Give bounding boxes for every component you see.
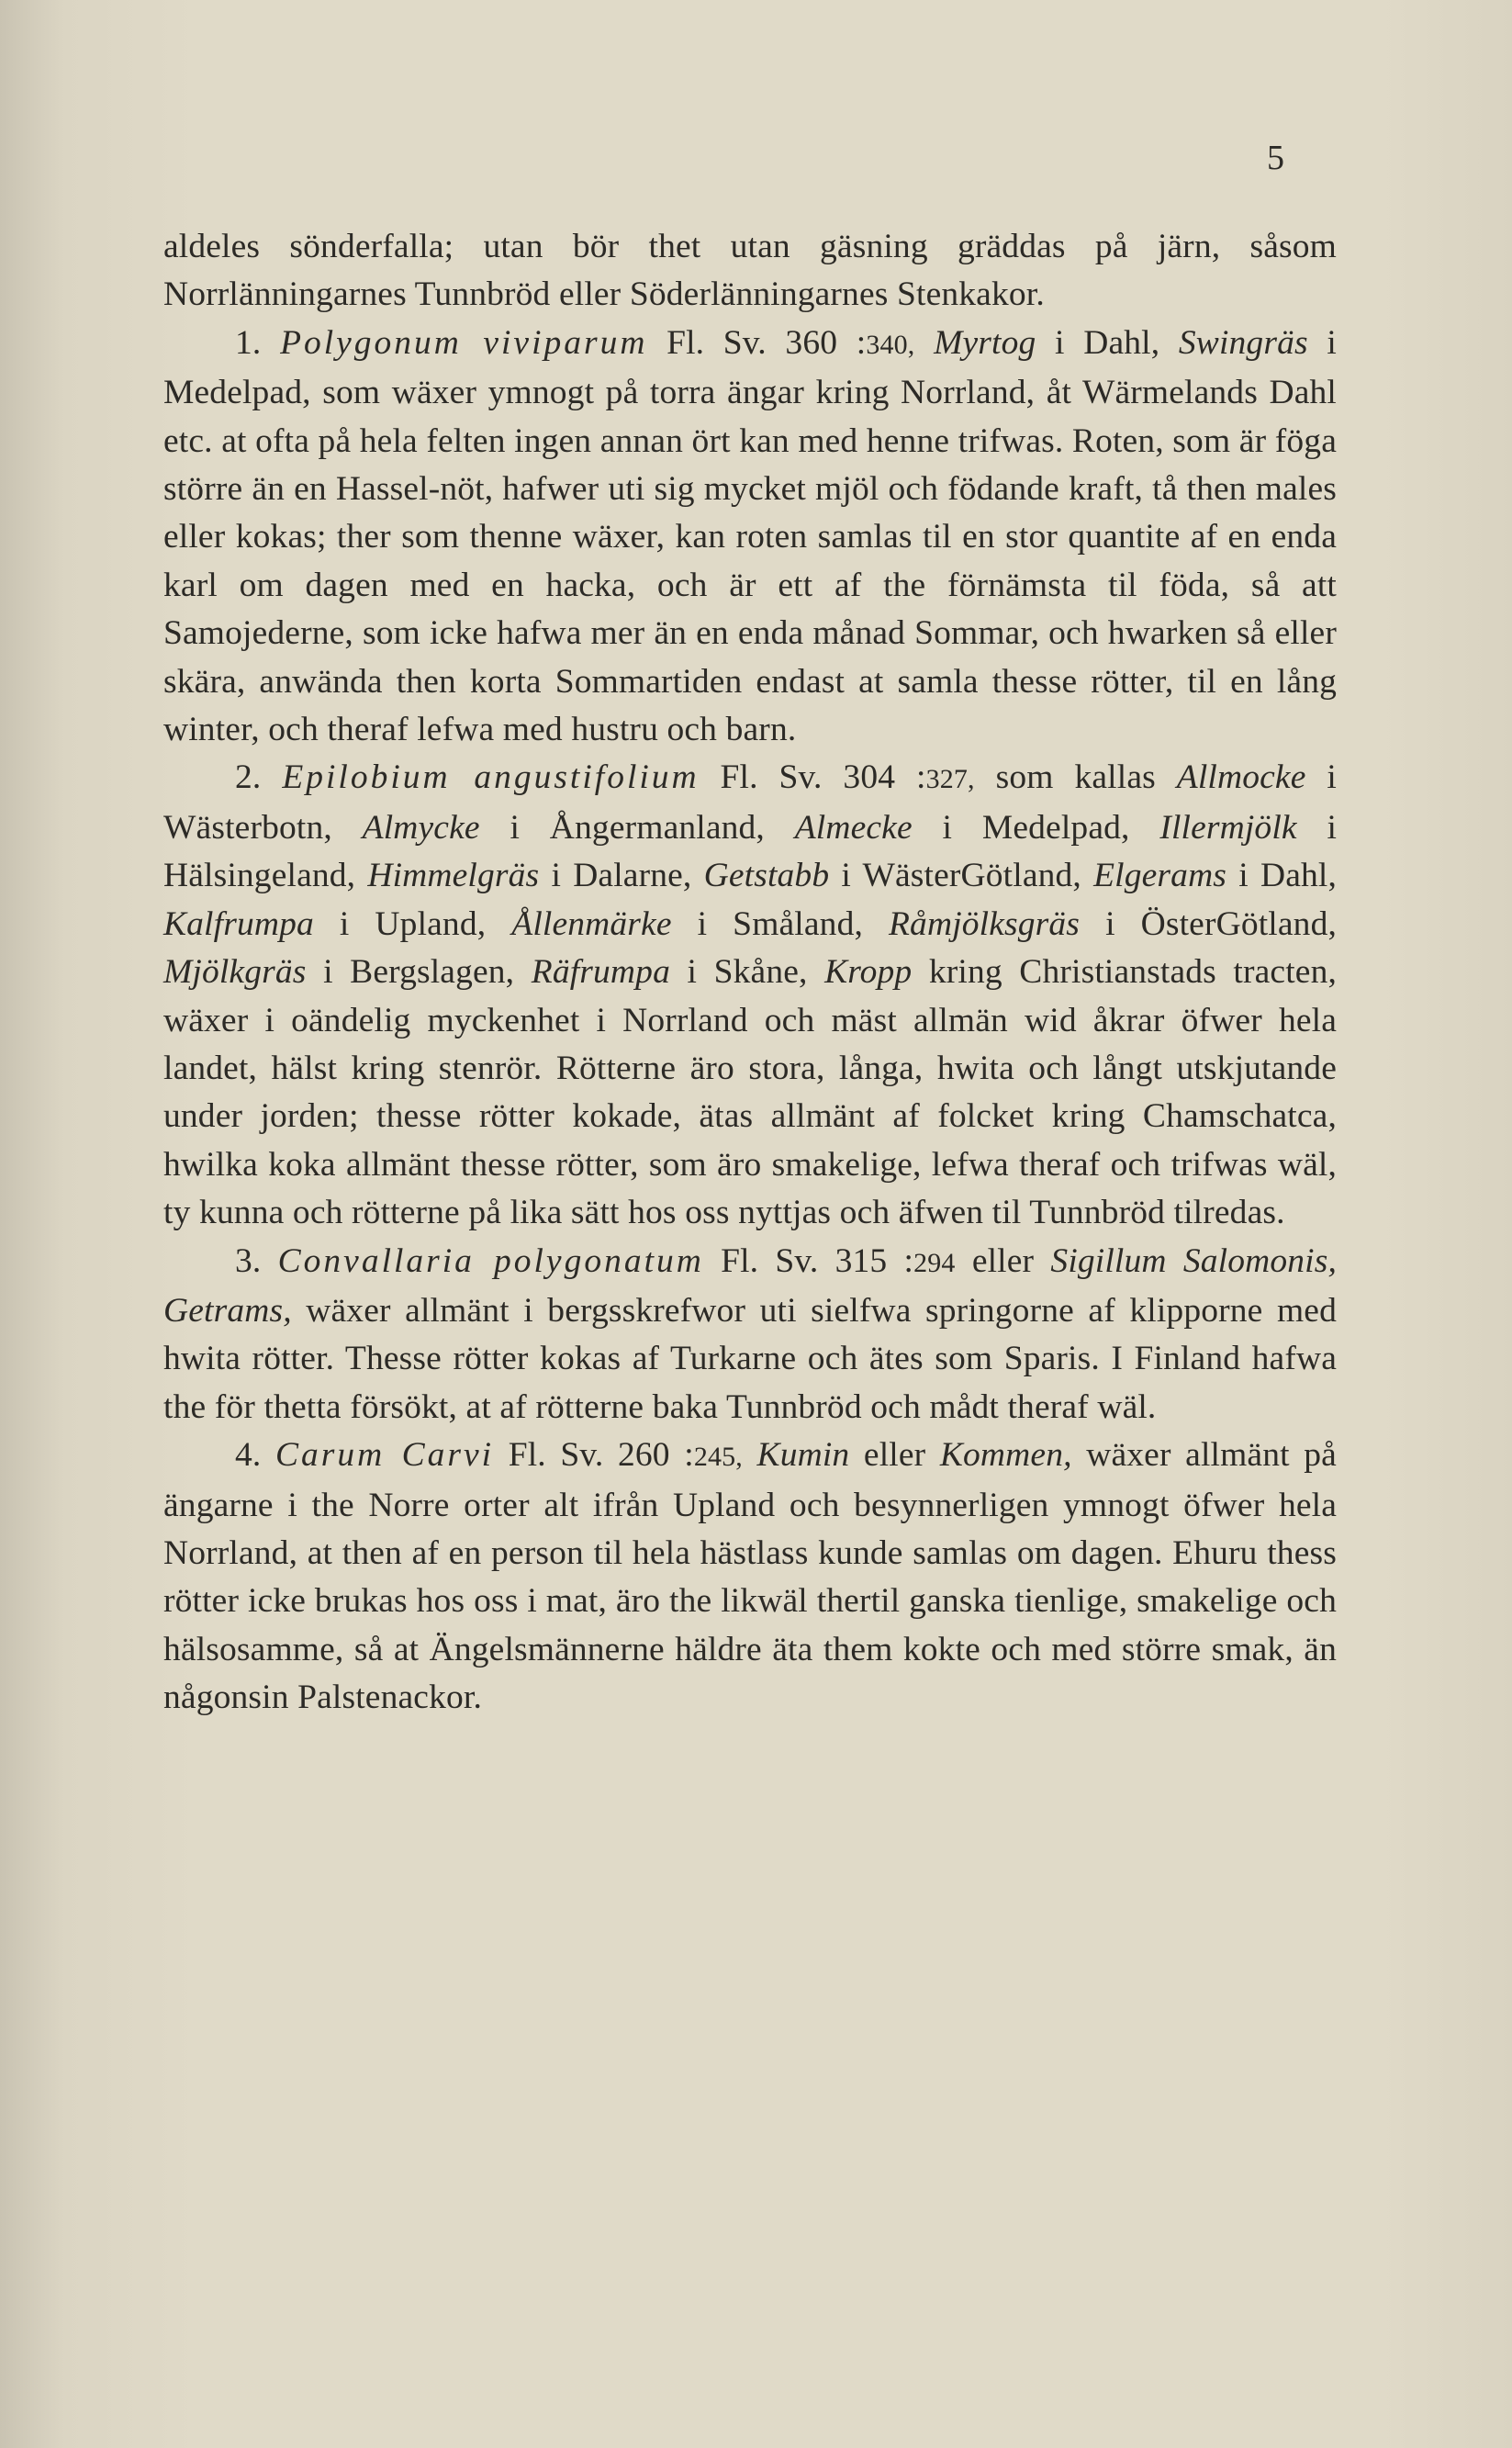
vernacular-name: Swingräs xyxy=(1178,323,1308,362)
vernacular-name: Myrtog xyxy=(934,323,1036,362)
item-number: 4. xyxy=(235,1436,262,1475)
species-name: Polygonum viviparum xyxy=(280,323,648,362)
paragraph-3 xyxy=(163,1238,1337,1432)
vernacular-name: Kropp xyxy=(824,953,913,992)
vernacular-name: Illermjölk xyxy=(1159,808,1297,847)
vernacular-name: Räfrumpa xyxy=(531,953,670,992)
text-run: i Småland, xyxy=(697,904,863,943)
paragraph-2 xyxy=(163,754,1337,1237)
text-run: i Medelpad, som wäxer ymnogt på torra ängar kring Norrland, åt Wärmelands Dahl etc. at ofta på hela felten ingen annan ört kan med henne trifwas. Roten, som är föga större än en Hassel-nöt, hafwer uti sig mycket mjöl och födande kraft, tå then males eller kokas; ther som thenne wäxer, kan roten samlas til en stor quantite af en enda karl om dagen med en hacka, och är ett af the förnämsta til föda, så att Samojederne, som icke hafwa mer än en enda månad Sommar, och hwarken så eller skära, anwända then korta Sommartiden endast at samla thesse rötter, til en lång winter, och theraf lefwa med hustru och barn. xyxy=(163,323,1337,749)
vernacular-name: Allmocke xyxy=(1176,758,1306,797)
species-name: Carum Carvi xyxy=(275,1436,495,1475)
vernacular-name: Almecke xyxy=(794,808,913,847)
item-number: 1. xyxy=(235,323,262,362)
vernacular-name: Elgerams xyxy=(1093,857,1227,895)
text-run: wäxer allmänt i bergsskrefwor uti sielfwa springorne af klipporne med hwita rötter. Thesse rötter kokas af Turkarne och ätes som Sparis. I Finland hafwa the för thetta försökt, at af rötterne baka Tunnbröd och mådt theraf wäl. xyxy=(163,1291,1337,1426)
text-run: i Dalarne, xyxy=(551,857,692,895)
paragraph-4 xyxy=(163,1432,1337,1722)
body-text xyxy=(163,223,1337,1723)
text-run: i Skåne, xyxy=(687,953,808,992)
flora-reference-number: 327, xyxy=(925,764,975,795)
species-name: Epilobium angustifolium xyxy=(282,758,700,797)
vernacular-name: Ållenmärke xyxy=(511,904,672,943)
vernacular-name: Råmjölksgräs xyxy=(889,904,1081,943)
vernacular-name: Almycke xyxy=(362,808,480,847)
text-run: kring Christianstads tracten, wäxer i oändelig myckenhet i Norrland och mäst allmän wid åkrar öfwer hela landet, hälst kring stenrör. Rötterne äro stora, långa, hwita och långt utskjutande under jorden; thesse rötter kokade, ätas allmänt af folcket kring Chamschatca, hwilka koka allmänt thesse rötter, som äro smakelige, lefwa theraf och trifwas wäl, ty kunna och rötterne på lika sätt hos oss nyttjas och äfwen til Tunnbröd tilredas. xyxy=(163,953,1338,1232)
text-run: i Wästerbotn, xyxy=(163,758,1337,847)
text-run: i Upland, xyxy=(339,904,487,943)
text-run: eller xyxy=(863,1436,926,1475)
text-run: eller xyxy=(971,1241,1035,1280)
text-run: i Medelpad, xyxy=(942,808,1130,847)
flora-reference-number: 340, xyxy=(866,329,915,360)
vernacular-name: Sigillum Salomonis, Getrams, xyxy=(163,1241,1337,1330)
text-run: i Bergslagen, xyxy=(323,953,515,992)
vernacular-name: Kalfrumpa xyxy=(163,904,314,943)
species-name: Convallaria polygonatum xyxy=(277,1241,704,1280)
text-run: wäxer allmänt på ängarne i the Norre orter alt ifrån Upland och besynnerligen ymnogt öfwer hela Norrland, at then af en person til hela hästlass kunde samlas om dagen. Ehuru thess rötter icke brukas hos oss i mat, äro the likwäl thertil ganska tienlige, smakelige och hälsosamme, så at Ängelsmännerne häldre äta them kokte och med större smak, än någonsin Palstenackor. xyxy=(163,1436,1337,1717)
text-run: i Dahl, xyxy=(1055,323,1160,362)
flora-reference: Fl. Sv. 260 : xyxy=(508,1436,694,1475)
item-number: 3. xyxy=(235,1241,262,1280)
flora-reference: Fl. Sv. 360 : xyxy=(666,323,867,362)
vernacular-name: Kommen, xyxy=(939,1436,1072,1475)
flora-reference: Fl. Sv. 315 : xyxy=(721,1241,914,1280)
text-run: i Ångermanland, xyxy=(510,808,765,847)
text-run: i Dahl, xyxy=(1238,857,1337,895)
vernacular-name: Mjölkgräs xyxy=(163,953,307,992)
flora-reference: Fl. Sv. 304 : xyxy=(720,758,926,797)
vernacular-name: Himmelgräs xyxy=(367,857,540,895)
text-run: som kallas xyxy=(995,758,1156,797)
text-run: i Hälsingeland, xyxy=(163,808,1338,895)
page-number: 5 xyxy=(1267,139,1284,177)
text-run: i ÖsterGötland, xyxy=(1105,904,1337,943)
paragraph-continuation: aldeles sönderfalla; utan bör thet utan gäsning gräddas på järn, såsom Norrlänningarnes Tunnbröd eller Söderlänningarnes Stenkakor. xyxy=(163,228,1337,314)
paragraph-1 xyxy=(163,320,1337,755)
vernacular-name: Getstabb xyxy=(703,857,830,895)
text-run: i WästerGötland, xyxy=(841,857,1081,895)
vernacular-name: Kumin xyxy=(756,1436,850,1475)
flora-reference-number: 245, xyxy=(693,1442,743,1473)
flora-reference-number: 294 xyxy=(913,1247,956,1278)
item-number: 2. xyxy=(235,758,262,797)
